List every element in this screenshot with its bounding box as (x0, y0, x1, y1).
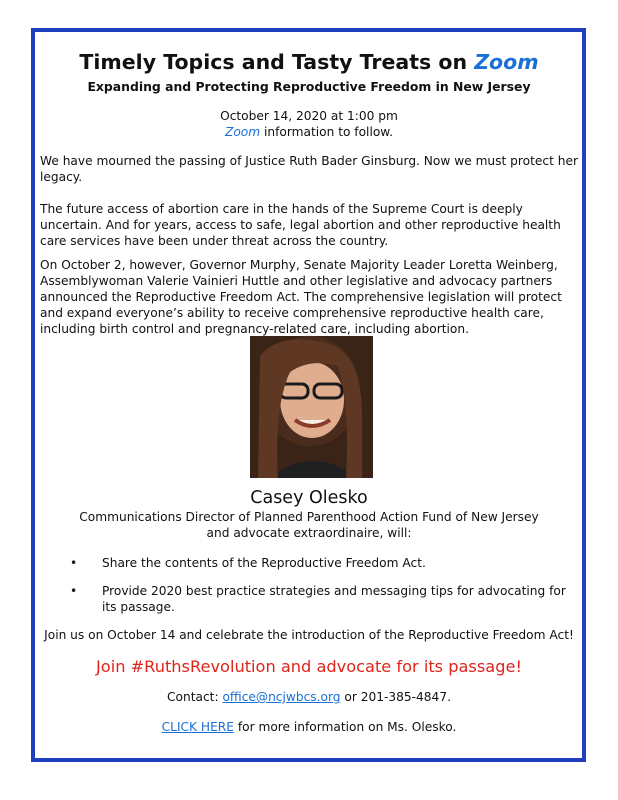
more-info-line (0, 720, 618, 734)
speaker-name: Casey Olesko (250, 488, 368, 508)
zoom-word: Zoom (224, 125, 261, 139)
click-here-link[interactable]: CLICK HERE (161, 720, 234, 734)
event-date-time: October 14, 2020 at 1:00 pm (220, 109, 398, 123)
paragraph-3: On October 2, however, Governor Murphy, Senate Majority Leader Loretta Weinberg, Assemblywoman Valerie Vainieri Huttle and other legislative and advocacy partners announced the Reproductive Freedom Act. The comprehensive legislation will protect and expand everyone’s ability to receive comprehensive reproductive health care, including birth control and pregnancy-related care, including abortion. (40, 258, 562, 336)
call-to-action: Join #RuthsRevolution and advocate for its passage! (96, 657, 522, 676)
paragraph-2: The future access of abortion care in the hands of the Supreme Court is deeply uncertain. And for years, access to safe, legal abortion and other reproductive health care services have been under threat across the country. (40, 202, 561, 248)
speaker-role-line-2: and advocate extraordinaire, will: (206, 526, 412, 540)
zoom-info-line (0, 125, 618, 139)
speaker-photo (250, 336, 373, 478)
speaker-portrait (250, 336, 373, 478)
zoom-info-text: information to follow. (260, 125, 394, 139)
title-text: Timely Topics and Tasty Treats on (79, 50, 475, 74)
paragraph-1: We have mourned the passing of Justice Ruth Bader Ginsburg. Now we must protect her legacy. (40, 154, 578, 184)
bullet-text: Share the contents of the Reproductive Freedom Act. (102, 556, 426, 570)
speaker-role-line-1: Communications Director of Planned Parenthood Action Fund of New Jersey (79, 510, 539, 524)
contact-label: Contact: (167, 690, 223, 704)
bullet-dot-icon: • (70, 584, 78, 598)
title-zoom-word: Zoom (474, 50, 539, 74)
email-link[interactable]: office@ncjwbcs.org (222, 690, 341, 704)
flyer-subtitle: Expanding and Protecting Reproductive Freedom in New Jersey (87, 79, 531, 94)
flyer-title (0, 50, 618, 74)
join-line: Join us on October 14 and celebrate the introduction of the Reproductive Freedom Act! (44, 628, 574, 642)
bullet-dot-icon: • (70, 556, 78, 570)
contact-phone: or 201-385-4847. (340, 690, 451, 704)
contact-line (0, 690, 618, 704)
bullet-text: Provide 2020 best practice strategies and messaging tips for advocating for its passage. (102, 584, 566, 614)
more-info-text: for more information on Ms. Olesko. (233, 720, 457, 734)
